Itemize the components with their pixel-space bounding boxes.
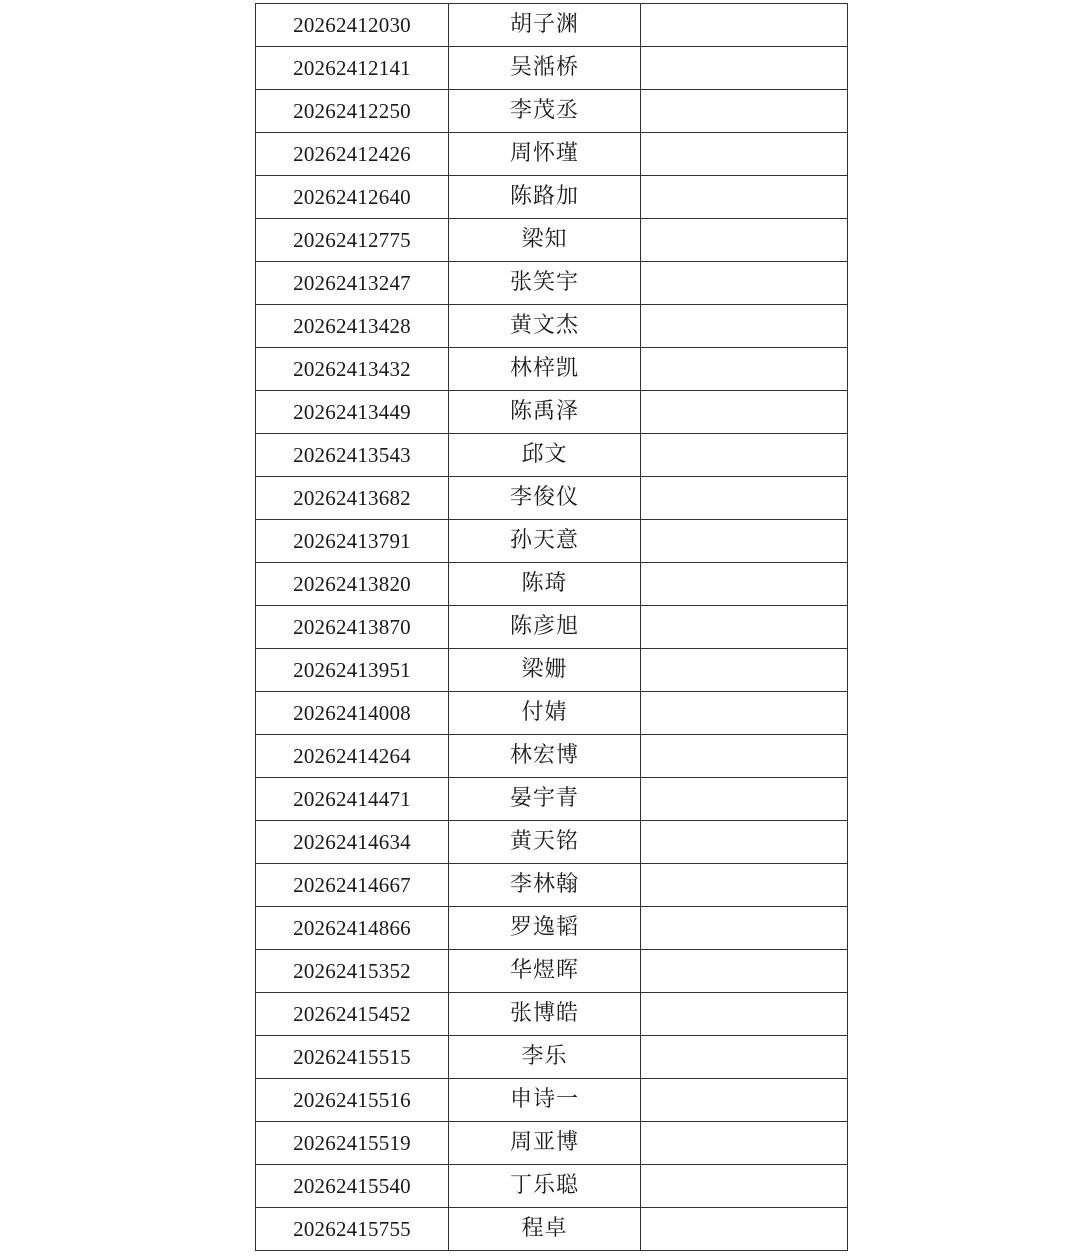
table-row — [256, 907, 848, 950]
remark-cell — [641, 563, 848, 606]
student-id-cell: 20262413247 — [256, 262, 449, 305]
student-id-cell: 20262414264 — [256, 735, 449, 778]
student-id-cell: 20262413432 — [256, 348, 449, 391]
table-row — [256, 993, 848, 1036]
student-id-cell: 20262414634 — [256, 821, 449, 864]
table-row — [256, 864, 848, 907]
table-row — [256, 348, 848, 391]
student-id-cell: 20262412640 — [256, 176, 449, 219]
student-name-cell: 晏宇青 — [449, 778, 641, 821]
student-id-cell: 20262415516 — [256, 1079, 449, 1122]
table-row — [256, 47, 848, 90]
remark-cell — [641, 391, 848, 434]
student-name-cell: 申诗一 — [449, 1079, 641, 1122]
student-name-cell: 邱文 — [449, 434, 641, 477]
remark-cell — [641, 821, 848, 864]
table-row — [256, 4, 848, 47]
remark-cell — [641, 649, 848, 692]
remark-cell — [641, 950, 848, 993]
student-id-cell: 20262413543 — [256, 434, 449, 477]
student-name-cell: 孙天意 — [449, 520, 641, 563]
table-row — [256, 735, 848, 778]
table-row — [256, 1036, 848, 1079]
remark-cell — [641, 1165, 848, 1208]
table-row — [256, 391, 848, 434]
remark-cell — [641, 993, 848, 1036]
student-name-cell: 李林翰 — [449, 864, 641, 907]
student-id-cell: 20262415519 — [256, 1122, 449, 1165]
student-id-cell: 20262415352 — [256, 950, 449, 993]
remark-cell — [641, 219, 848, 262]
student-name-cell: 梁姗 — [449, 649, 641, 692]
student-id-cell: 20262413682 — [256, 477, 449, 520]
student-table — [255, 3, 848, 1251]
student-id-cell: 20262415452 — [256, 993, 449, 1036]
table-row — [256, 950, 848, 993]
student-name-cell: 林梓凯 — [449, 348, 641, 391]
student-name-cell: 李俊仪 — [449, 477, 641, 520]
table-row — [256, 692, 848, 735]
table-row — [256, 778, 848, 821]
remark-cell — [641, 778, 848, 821]
table-row — [256, 219, 848, 262]
table-row — [256, 606, 848, 649]
student-id-cell: 20262413791 — [256, 520, 449, 563]
student-name-cell: 付婧 — [449, 692, 641, 735]
remark-cell — [641, 434, 848, 477]
remark-cell — [641, 735, 848, 778]
student-name-cell: 陈琦 — [449, 563, 641, 606]
remark-cell — [641, 262, 848, 305]
student-id-cell: 20262413449 — [256, 391, 449, 434]
student-name-cell: 梁知 — [449, 219, 641, 262]
student-id-cell: 20262412775 — [256, 219, 449, 262]
student-name-cell: 李乐 — [449, 1036, 641, 1079]
student-id-cell: 20262415515 — [256, 1036, 449, 1079]
table-row — [256, 821, 848, 864]
student-name-cell: 黄天铭 — [449, 821, 641, 864]
student-name-cell: 周怀瑾 — [449, 133, 641, 176]
remark-cell — [641, 133, 848, 176]
table-row — [256, 90, 848, 133]
remark-cell — [641, 1208, 848, 1251]
student-id-cell: 20262412030 — [256, 4, 449, 47]
student-id-cell: 20262414667 — [256, 864, 449, 907]
student-name-cell: 周亚博 — [449, 1122, 641, 1165]
remark-cell — [641, 4, 848, 47]
student-id-cell: 20262415755 — [256, 1208, 449, 1251]
student-name-cell: 李茂丞 — [449, 90, 641, 133]
student-name-cell: 吴湉桥 — [449, 47, 641, 90]
table-row — [256, 262, 848, 305]
remark-cell — [641, 176, 848, 219]
student-name-cell: 华煜晖 — [449, 950, 641, 993]
student-id-cell: 20262414008 — [256, 692, 449, 735]
student-id-cell: 20262413820 — [256, 563, 449, 606]
student-id-cell: 20262414471 — [256, 778, 449, 821]
remark-cell — [641, 864, 848, 907]
student-id-cell: 20262412250 — [256, 90, 449, 133]
student-name-cell: 罗逸韬 — [449, 907, 641, 950]
student-id-cell: 20262413428 — [256, 305, 449, 348]
table-row — [256, 477, 848, 520]
table-body — [256, 4, 848, 1251]
table-row — [256, 434, 848, 477]
table-row — [256, 176, 848, 219]
student-name-cell: 程卓 — [449, 1208, 641, 1251]
student-list — [255, 3, 847, 1251]
table-row — [256, 649, 848, 692]
table-row — [256, 520, 848, 563]
remark-cell — [641, 520, 848, 563]
student-name-cell: 林宏博 — [449, 735, 641, 778]
remark-cell — [641, 606, 848, 649]
remark-cell — [641, 90, 848, 133]
student-id-cell: 20262413951 — [256, 649, 449, 692]
remark-cell — [641, 47, 848, 90]
remark-cell — [641, 1036, 848, 1079]
table-row — [256, 1079, 848, 1122]
table-row — [256, 563, 848, 606]
student-id-cell: 20262412141 — [256, 47, 449, 90]
student-id-cell: 20262413870 — [256, 606, 449, 649]
remark-cell — [641, 1079, 848, 1122]
student-name-cell: 黄文杰 — [449, 305, 641, 348]
remark-cell — [641, 1122, 848, 1165]
remark-cell — [641, 907, 848, 950]
student-name-cell: 胡子渊 — [449, 4, 641, 47]
student-name-cell: 陈彦旭 — [449, 606, 641, 649]
remark-cell — [641, 305, 848, 348]
table-row — [256, 1208, 848, 1251]
table-row — [256, 1165, 848, 1208]
remark-cell — [641, 692, 848, 735]
student-name-cell: 张博皓 — [449, 993, 641, 1036]
student-name-cell: 丁乐聪 — [449, 1165, 641, 1208]
student-name-cell: 陈路加 — [449, 176, 641, 219]
student-name-cell: 张笑宇 — [449, 262, 641, 305]
student-id-cell: 20262414866 — [256, 907, 449, 950]
table-row — [256, 133, 848, 176]
student-name-cell: 陈禹泽 — [449, 391, 641, 434]
remark-cell — [641, 477, 848, 520]
student-id-cell: 20262415540 — [256, 1165, 449, 1208]
table-row — [256, 1122, 848, 1165]
table-row — [256, 305, 848, 348]
remark-cell — [641, 348, 848, 391]
student-id-cell: 20262412426 — [256, 133, 449, 176]
